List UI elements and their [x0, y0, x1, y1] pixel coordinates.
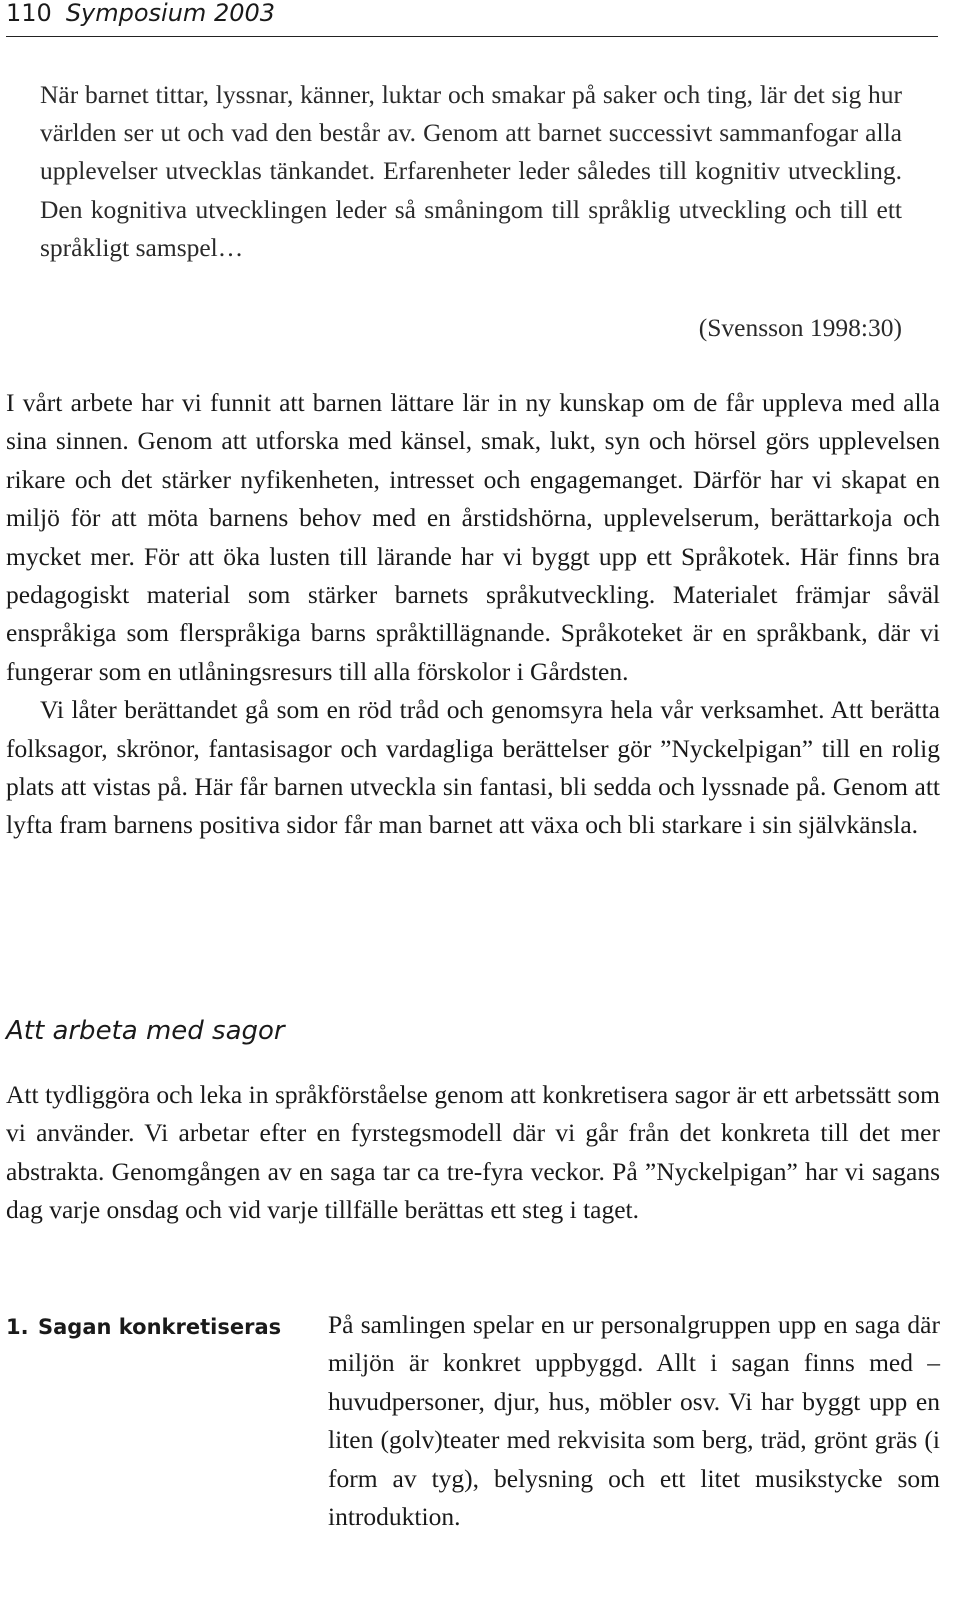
page-number: 110: [6, 0, 52, 27]
running-head-title: Symposium 2003: [65, 0, 276, 27]
body-paragraph: I vårt arbete har vi funnit att barnen lättare lär in ny kunskap om de får uppleva med alla sina sinnen. Genom att utforska med känsel, smak, lukt, syn och hörsel görs upplevelsen rikare och det stärker nyfikenheten, intresset och engagemanget. Därför har vi skapat en miljö för att möta barnens behov med en årstidshörna, upplevelserum, berättarkoja och mycket mer. För att öka lusten till lärande har vi byggt upp ett Språkotek. Här finns bra pedagogiskt material som stärker barnets språkutveckling. Materialet främjar såväl enspråkiga som flerspråkiga barns språktillägnande. Språkoteket är en språkbank, där vi fungerar som en utlåningsresurs till alla förskolor i Gårdsten.: [6, 388, 940, 686]
running-head: [6, 0, 938, 37]
step-title: Sagan konkretiseras: [38, 1315, 282, 1339]
section-paragraph: [6, 1076, 940, 1230]
quote-citation: (Svensson 1998:30): [698, 313, 902, 342]
step-description: På samlingen spelar en ur personalgruppen upp en saga där miljön är konkret uppbyggd. Allt i sagan finns med – huvudpersoner, djur, hus, möbler osv. Vi har byggt upp en liten (golv)teater med rekvisita som berg, träd, grönt gräs (i form av tyg), belysning och ett litet musikstycke som introduktion.: [328, 1310, 940, 1532]
section-heading: Att arbeta med sagor: [6, 1016, 285, 1046]
step-label: [6, 1310, 281, 1344]
step-number: 1.: [6, 1315, 29, 1339]
body-paragraph: Att tydliggöra och leka in språkförståelse genom att konkretisera sagor är ett arbetssätt som vi använder. Vi arbetar efter en fyrstegsmodell där vi går från det konkreta till det mer abstrakta. Genomgången av en saga tar ca tre-fyra veckor. På ”Nyckelpigan” har vi sagans dag varje onsdag och vid varje tillfälle berättas ett steg i taget.: [6, 1080, 940, 1225]
body-paragraph: Vi låter berättandet gå som en röd tråd och genomsyra hela vår verksamhet. Att berätta folksagor, skrönor, fantasisagor och vardagliga berättelser gör ”Nyckelpigan” till en rolig plats att vistas på. Här får barnen utveckla sin fantasi, bli sedda och lyssnade på. Genom att lyfta fram barnens positiva sidor får man barnet att växa och bli starkare i sin självkänsla.: [6, 695, 940, 840]
block-quote: När barnet tittar, lyssnar, känner, luktar och smakar på saker och ting, lär det sig hur världen ser ut och vad den består av. Genom att barnet successivt sammanfogar alla upplevelser utvecklas tänkandet. Erfarenheter leder således till kognitiv utveckling. Den kognitiva utvecklingen leder så småningom till språklig utveckling och till ett språkligt samspel…: [40, 80, 902, 262]
body-text: [6, 384, 940, 845]
